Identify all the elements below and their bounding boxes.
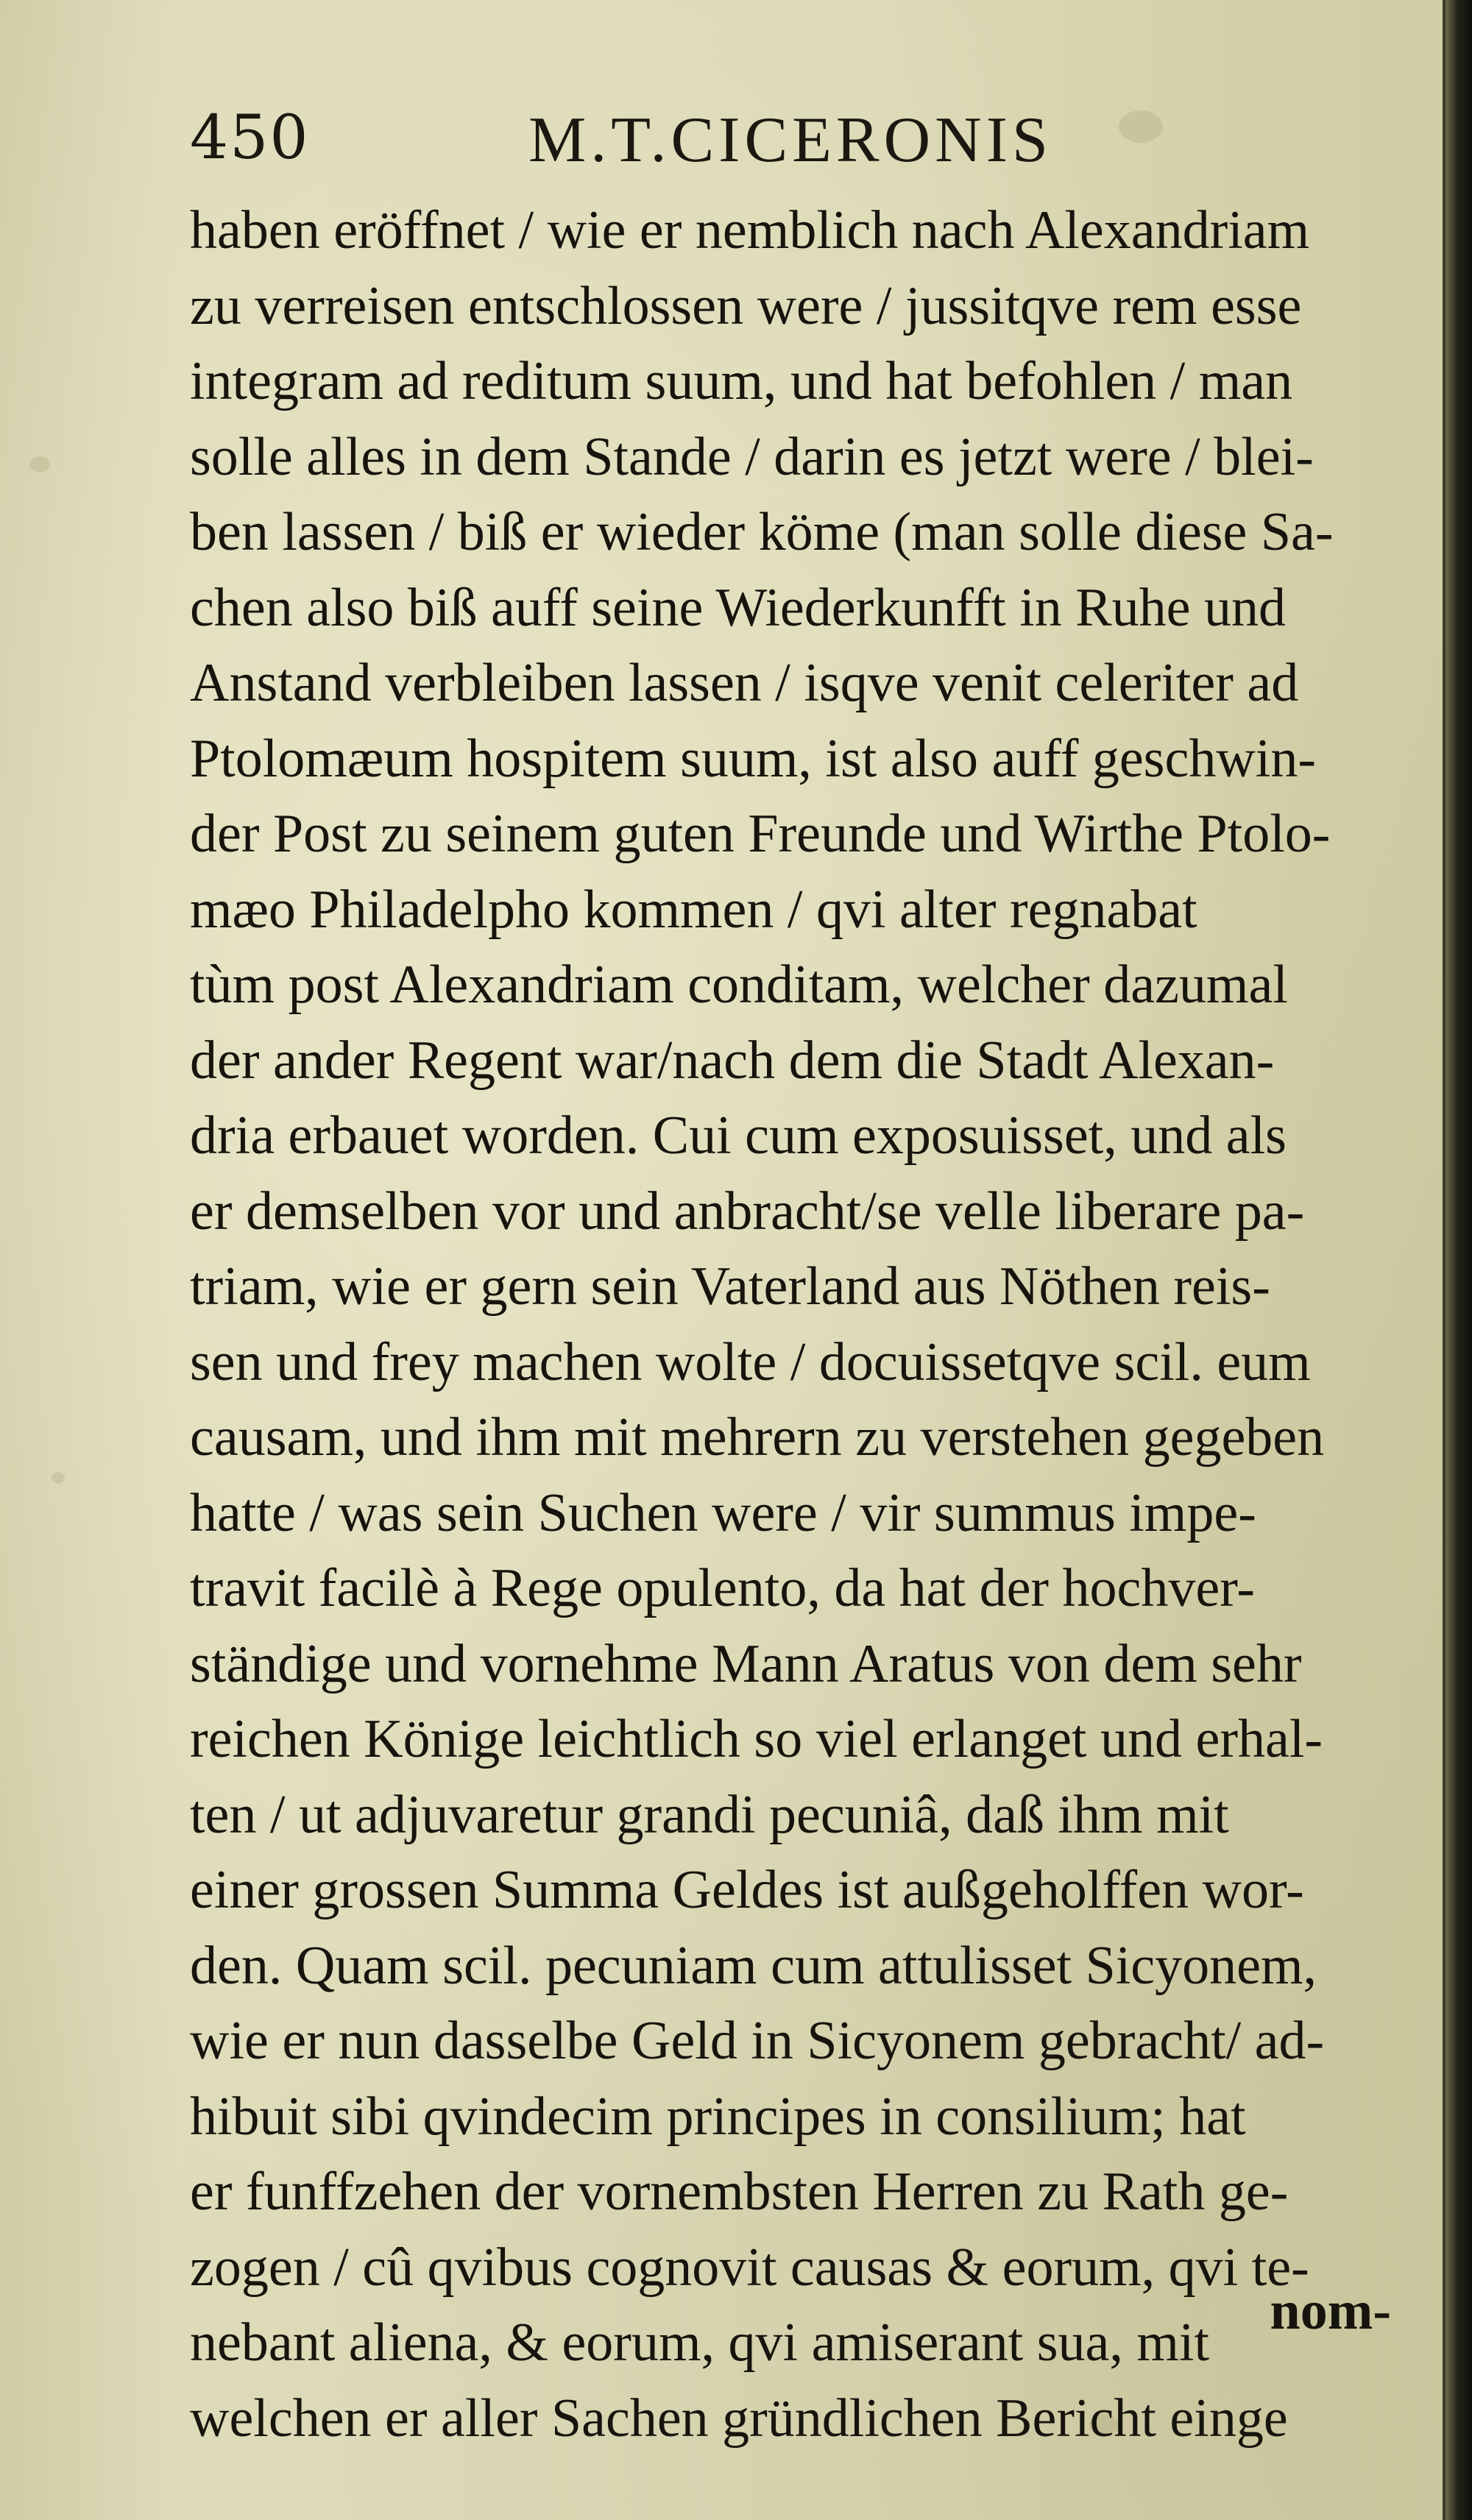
text-line: den. Quam scil. pecuniam cum attulisset Sicyonem,	[190, 1935, 1317, 1996]
body-text	[190, 193, 1397, 2456]
text-line: nebant aliena, & eorum, qvi amiserant sua, mit	[190, 2312, 1210, 2373]
text-line: er funffzehen der vornembsten Herren zu Rath ge-	[190, 2162, 1289, 2222]
text-line: integram ad reditum suum, und hat befohlen / man	[190, 351, 1293, 411]
text-line: Ptolomæum hospitem suum, ist also auff geschwin-	[190, 728, 1316, 789]
text-line: ten / ut adjuvaretur grandi pecuniâ, daß ihm mit	[190, 1784, 1229, 1845]
page-number: 450	[190, 103, 310, 173]
text-line: travit facilè à Rege opulento, da hat der hochver-	[190, 1558, 1256, 1618]
text-line: hibuit sibi qvindecim principes in consilium; hat	[190, 2086, 1246, 2147]
text-line: sen und frey machen wolte / docuissetqve scil. eum	[190, 1331, 1311, 1392]
page-header	[190, 103, 1404, 184]
text-line: tùm post Alexandriam conditam, welcher dazumal	[190, 955, 1288, 1015]
text-line: reichen Könige leichtlich so viel erlanget und erhal-	[190, 1709, 1323, 1769]
text-line: ständige und vornehme Mann Aratus von dem sehr	[190, 1633, 1302, 1694]
text-line: chen also biß auff seine Wiederkunfft in Ruhe und	[190, 577, 1286, 638]
text-line: dria erbauet worden. Cui cum exposuisset, und als	[190, 1105, 1287, 1166]
text-line: zogen / cû qvibus cognovit causas & eorum, qvi te-	[190, 2237, 1309, 2298]
foxing-spot	[52, 1472, 65, 1484]
text-line: solle alles in dem Stande / darin es jetzt were / blei-	[190, 426, 1314, 487]
text-line: triam, wie er gern sein Vaterland aus Nöthen reis-	[190, 1256, 1270, 1317]
catchword: nom-	[1270, 2281, 1391, 2341]
text-line: haben eröffnet / wie er nemblich nach Alexandriam	[190, 200, 1310, 261]
text-line: einer grossen Summa Geldes ist außgeholffen wor-	[190, 1860, 1304, 1920]
text-line: der ander Regent war/nach dem die Stadt Alexan-	[190, 1030, 1275, 1091]
text-line: Anstand verbleiben lassen / isqve venit celeriter ad	[190, 653, 1299, 713]
running-head: M.T.CICERONIS	[528, 105, 1052, 176]
text-line: wie er nun dasselbe Geld in Sicyonem gebracht/ ad-	[190, 2011, 1325, 2071]
text-line: zu verreisen entschlossen were / jussitqve rem esse	[190, 275, 1302, 336]
text-line: causam, und ihm mit mehrern zu verstehen gegeben	[190, 1407, 1325, 1468]
text-line: er demselben vor und anbracht/se velle liberare pa-	[190, 1181, 1305, 1242]
text-line: welchen er aller Sachen gründlichen Bericht einge	[190, 2388, 1288, 2449]
text-line: hatte / was sein Suchen were / vir summus impe-	[190, 1482, 1256, 1543]
text-line: mæo Philadelpho kommen / qvi alter regnabat	[190, 879, 1197, 940]
text-line: der Post zu seinem guten Freunde und Wirthe Ptolo-	[190, 804, 1331, 864]
foxing-spot	[29, 456, 50, 473]
book-spine	[1446, 0, 1472, 2520]
text-line: ben lassen / biß er wieder köme (man solle diese Sa-	[190, 502, 1334, 562]
